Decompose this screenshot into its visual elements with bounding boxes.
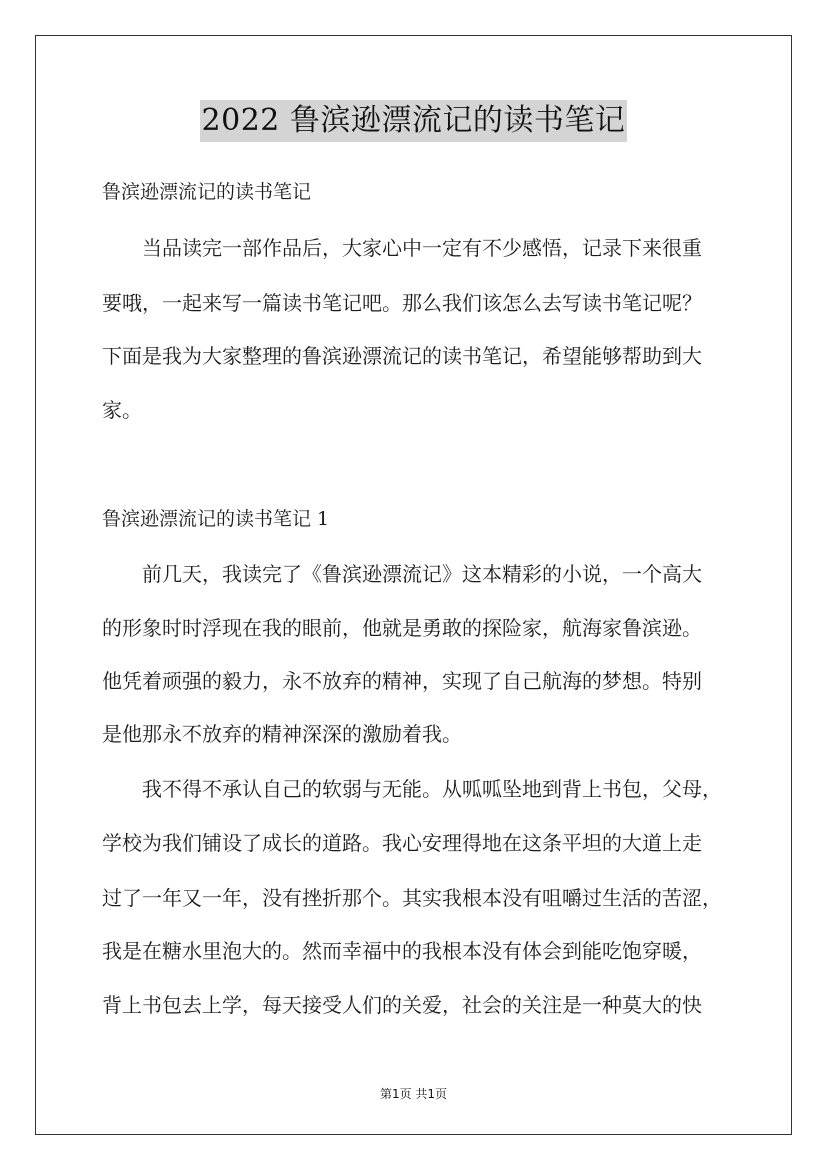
document-title: 2022 鲁滨逊漂流记的读书笔记: [200, 100, 628, 142]
paragraph-line: 背上书包去上学，每天接受人们的关爱，社会的关注是一种莫大的快: [102, 993, 702, 1017]
paragraph-line: 我不得不承认自己的软弱与无能。从呱呱坠地到背上书包，父母，: [142, 777, 722, 801]
section-heading: 鲁滨逊漂流记的读书笔记 1: [102, 508, 330, 530]
document-subtitle: 鲁滨逊漂流记的读书笔记: [102, 181, 312, 203]
intro-line: 当品读完一部作品后，大家心中一定有不少感悟，记录下来很重: [142, 236, 702, 260]
paragraph-line: 学校为我们铺设了成长的道路。我心安理得地在这条平坦的大道上走: [102, 831, 702, 855]
paragraph-line: 是他那永不放弃的精神深深的激励着我。: [102, 722, 462, 746]
intro-line: 要哦，一起来写一篇读书笔记吧。那么我们该怎么去写读书笔记呢？: [102, 291, 702, 315]
paragraph-line: 我是在糖水里泡大的。然而幸福中的我根本没有体会到能吃饱穿暖，: [102, 939, 702, 963]
paragraph-line: 前几天，我读完了《鲁滨逊漂流记》这本精彩的小说，一个高大: [142, 562, 702, 586]
intro-line: 下面是我为大家整理的鲁滨逊漂流记的读书笔记，希望能够帮助到大: [102, 344, 702, 368]
paragraph-line: 的形象时时浮现在我的眼前，他就是勇敢的探险家，航海家鲁滨逊。: [102, 616, 702, 640]
intro-line: 家。: [102, 398, 142, 422]
page-number-footer: 第1页 共1页: [379, 1087, 448, 1101]
paragraph-line: 过了一年又一年，没有挫折那个。其实我根本没有咀嚼过生活的苦涩，: [102, 886, 722, 910]
paragraph-line: 他凭着顽强的毅力，永不放弃的精神，实现了自己航海的梦想。特别: [102, 669, 702, 693]
title-container: [0, 100, 827, 142]
